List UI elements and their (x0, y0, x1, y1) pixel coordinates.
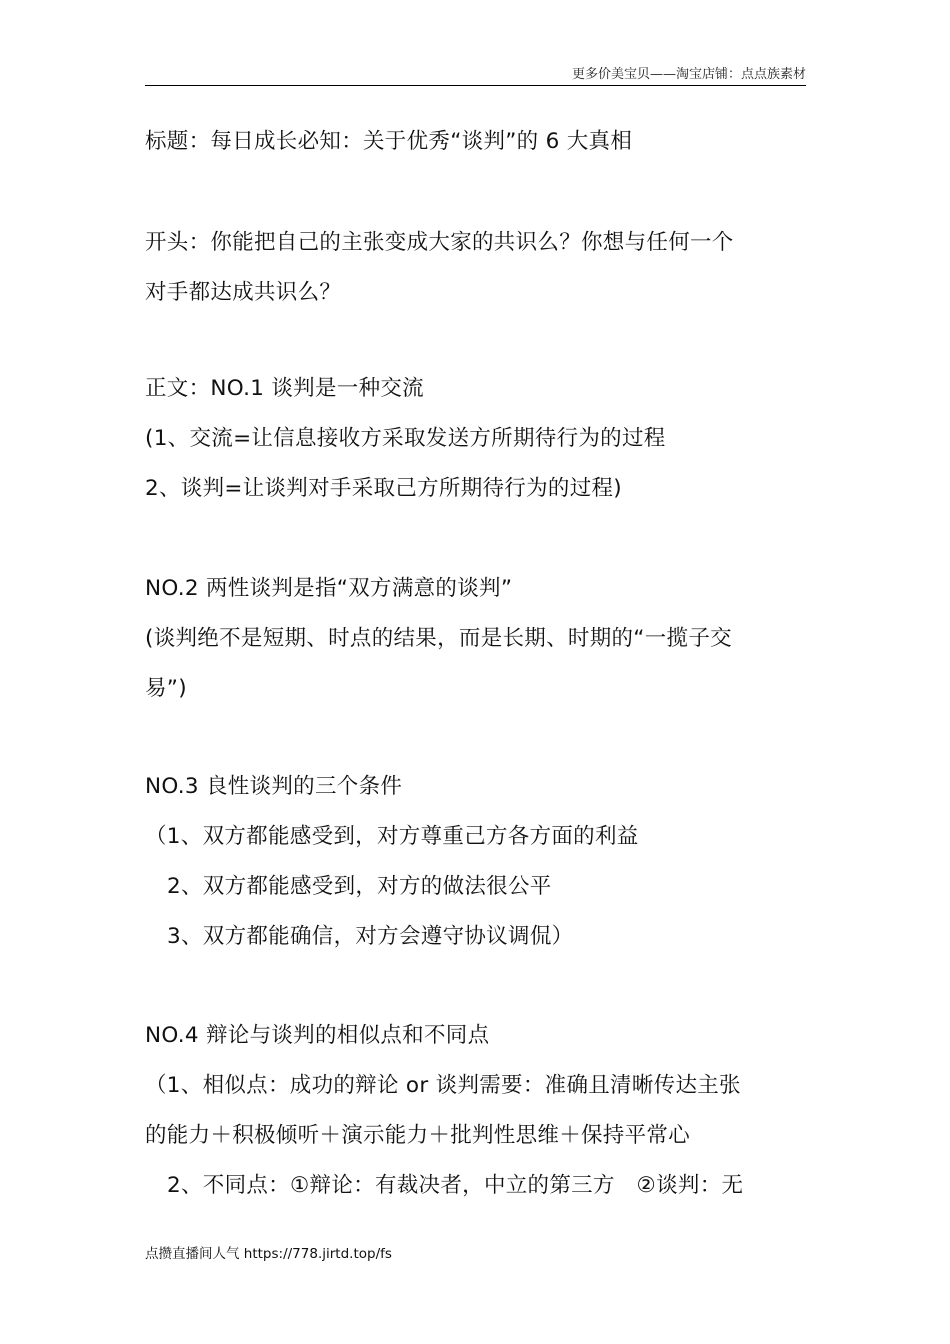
section-no4-item-2: 2、不同点：①辩论：有裁决者，中立的第三方 ②谈判：无 (167, 1173, 744, 1198)
section-no1-item-1: (1、交流=让信息接收方采取发送方所期待行为的过程 (145, 426, 666, 451)
section-no2-text-2: 易”) (145, 676, 187, 701)
section-no2-text-1: (谈判绝不是短期、时点的结果，而是长期、时期的“一揽子交 (145, 626, 732, 651)
intro-line-1: 开头：你能把自己的主张变成大家的共识么？你想与任何一个 (145, 230, 734, 255)
section-no4-heading: NO.4 辩论与谈判的相似点和不同点 (145, 1023, 490, 1048)
document-title: 标题：每日成长必知：关于优秀“谈判”的 6 大真相 (145, 129, 633, 154)
section-no2-heading: NO.2 两性谈判是指“双方满意的谈判” (145, 576, 513, 601)
section-no3-item-1: （1、双方都能感受到，对方尊重己方各方面的利益 (145, 824, 639, 849)
section-no1-item-2: 2、谈判=让谈判对手采取己方所期待行为的过程) (145, 476, 622, 501)
section-no4-item-1: （1、相似点：成功的辩论 or 谈判需要：准确且清晰传达主张 (145, 1073, 741, 1098)
section-no3-item-2: 2、双方都能感受到，对方的做法很公平 (167, 874, 552, 899)
section-no4-item-1-cont: 的能力＋积极倾听＋演示能力＋批判性思维＋保持平常心 (145, 1123, 691, 1148)
header-divider (145, 85, 806, 86)
page-footer: 点攒直播间人气 https://778.jirtd.top/fs (145, 1246, 392, 1262)
section-no3-heading: NO.3 良性谈判的三个条件 (145, 774, 403, 799)
page-header: 更多价美宝贝——淘宝店铺：点点族素材 (571, 67, 806, 82)
section-no1-heading: 正文：NO.1 谈判是一种交流 (145, 376, 424, 401)
intro-line-2: 对手都达成共识么？ (145, 280, 342, 305)
section-no3-item-3: 3、双方都能确信，对方会遵守协议调侃） (167, 924, 574, 949)
